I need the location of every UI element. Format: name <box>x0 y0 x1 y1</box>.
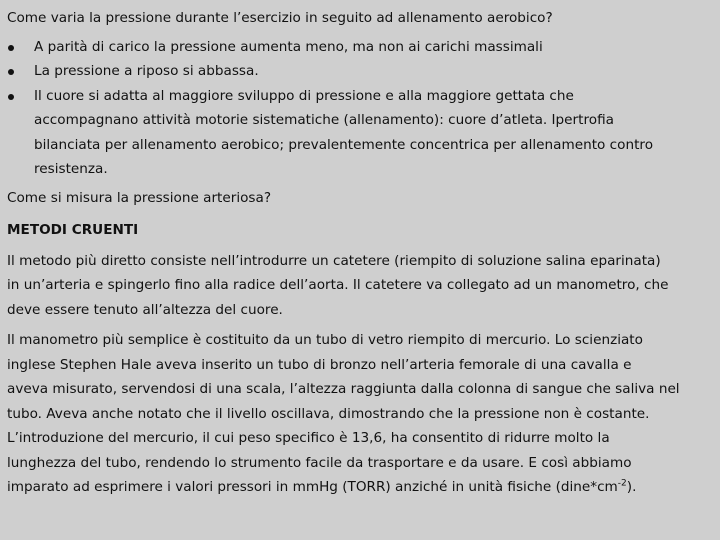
paragraph-1-line-1: Il metodo più diretto consiste nell’introdurre un catetere (riempito di soluzione salina eparinata) <box>7 252 661 269</box>
paragraph-2-line-6: lunghezza del tubo, rendendo lo strumento facile da trasportare e da usare. E così abbiamo <box>7 454 632 471</box>
bullet-3-line-2: accompagnano attività motorie sistematiche (allenamento): cuore d’atleta. Ipertrofia <box>34 112 614 128</box>
paragraph-manometer <box>7 328 720 500</box>
paragraph-2-line-5: L’introduzione del mercurio, il cui peso specifico è 13,6, ha consentito di ridurre molto la <box>7 430 610 446</box>
bullet-item-2 <box>7 59 720 84</box>
paragraph-2-line-2: inglese Stephen Hale aveva inserito un tubo di bronzo nell’arteria femorale di una cavalla e <box>7 356 632 373</box>
paragraph-2-line-1: Il manometro più semplice è costituito da un tubo di vetro riempito di mercurio. Lo scienziato <box>7 332 643 348</box>
bullet-dot-icon <box>8 94 14 100</box>
paragraph-2-line-7 <box>7 475 720 500</box>
section-heading: METODI CRUENTI <box>7 222 139 238</box>
paragraph-2-line-4: tubo. Aveva anche notato che il livello oscillava, dimostrando che la pressione non è costante. <box>7 405 650 422</box>
bullet-item-1 <box>7 35 720 60</box>
paragraph-1-line-2: in un’arteria e spingerlo fino alla radice dell’aorta. Il catetere va collegato ad un manometro, che <box>7 277 669 293</box>
bullet-dot-icon <box>8 45 14 51</box>
bullet-2-line-1: La pressione a riposo si abbassa. <box>34 63 259 79</box>
bullet-list <box>7 35 720 182</box>
paragraph-2-line-3: aveva misurato, servendosi di una scala, l’altezza raggiunta dalla colonna di sangue che saliva nel <box>7 381 680 397</box>
bullet-item-3 <box>7 84 720 182</box>
bullet-3-line-4: resistenza. <box>34 161 108 177</box>
paragraph-2-line-7-end: ). <box>626 479 637 495</box>
paragraph-catheter <box>7 249 720 323</box>
question-pressure-exercise: Come varia la pressione durante l’esercizio in seguito ad allenamento aerobico? <box>7 10 553 26</box>
bullet-dot-icon <box>8 69 14 75</box>
bullet-3-line-1: Il cuore si adatta al maggiore sviluppo di pressione e alla maggiore gettata che <box>34 87 574 104</box>
paragraph-1-line-3: deve essere tenuto all’altezza del cuore. <box>7 301 283 318</box>
question-measure-pressure: Come si misura la pressione arteriosa? <box>7 189 272 206</box>
bullet-3-line-3: bilanciata per allenamento aerobico; prevalentemente concentrica per allenamento contro <box>34 136 654 153</box>
exponent-superscript: -2 <box>617 478 627 489</box>
bullet-1-line-1: A parità di carico la pressione aumenta meno, ma non ai carichi massimali <box>34 38 543 55</box>
paragraph-2-line-7-text: imparato ad esprimere i valori pressori in mmHg (TORR) anziché in unità fisiche (dine*cm <box>7 479 618 495</box>
